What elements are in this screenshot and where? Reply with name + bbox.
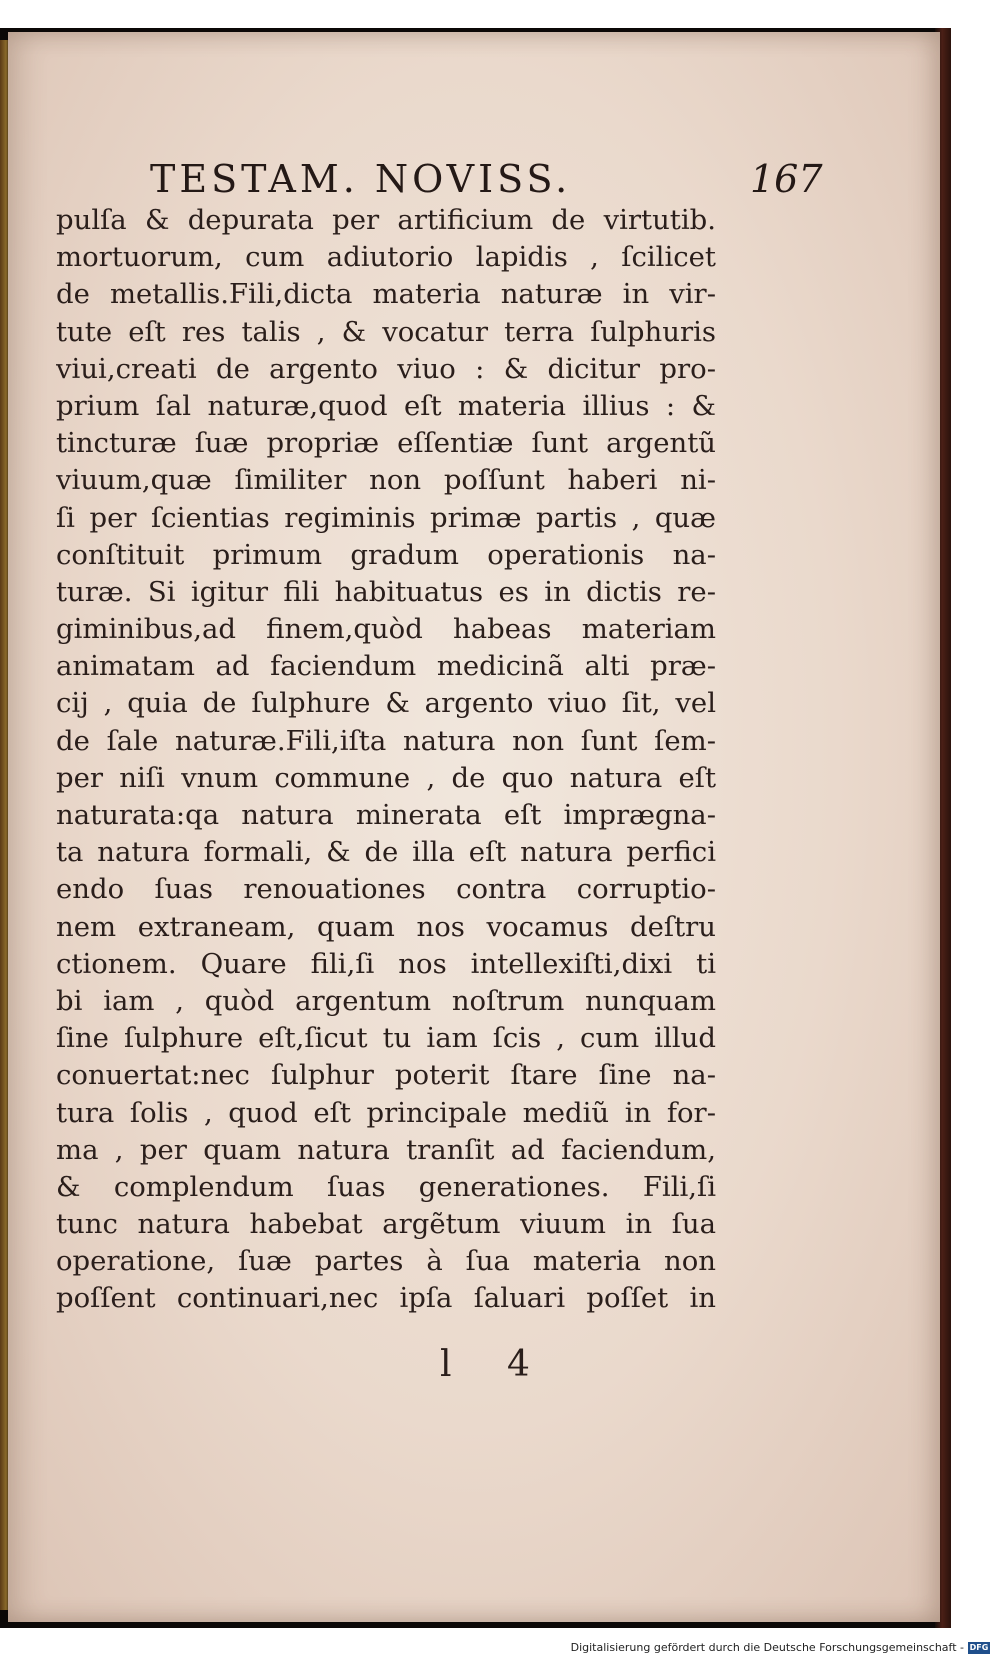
- text-line: conuertat:nec ſulphur poterit ſtare ſine na-: [56, 1059, 716, 1092]
- text-line: pulſa & depurata per artificium de virtutib.: [56, 204, 716, 236]
- text-line: animatam ad faciendum medicinã alti præ-: [56, 650, 716, 683]
- text-line: ſine ſulphure eſt,ſicut tu iam ſcis , cum illud: [56, 1022, 716, 1055]
- book-page: [8, 32, 940, 1622]
- text-line: ſi per ſcientias regiminis primæ partis , quæ: [56, 501, 716, 534]
- text-line: ma , per quam natura tranſit ad faciendum,: [56, 1133, 716, 1166]
- text-line: per niſi vnum commune , de quo natura eſt: [56, 761, 716, 794]
- page-body-text: [56, 202, 716, 1318]
- text-line: cij , quia de ſulphure & argento viuo ſit, vel: [56, 687, 716, 720]
- text-line: viui,creati de argento viuo : & dicitur pro-: [56, 352, 716, 385]
- text-line: viuum,quæ ſimiliter non poſſunt haberi ni-: [56, 464, 716, 497]
- page-header: [138, 154, 823, 204]
- dfg-logo-icon: DFG: [969, 1642, 989, 1652]
- text-line: tincturæ ſuæ propriæ eſſentiæ ſunt argentũ: [56, 427, 716, 460]
- text-line: operatione, ſuæ partes à ſua materia non: [56, 1245, 716, 1278]
- text-line: conſtituit primum gradum operationis na-: [56, 538, 716, 571]
- running-head: TESTAM. NOVISS.: [150, 157, 572, 201]
- text-line: de ſale naturæ.Fili,iſta natura non ſunt ſem-: [56, 724, 716, 757]
- text-line: turæ. Si igitur fili habituatus es in dictis re-: [56, 575, 716, 608]
- digitization-credit: [571, 1641, 990, 1654]
- text-line: ta natura formali, & de illa eſt natura perfici: [56, 836, 716, 869]
- text-line: de metallis.Fili,dicta materia naturæ in vir-: [56, 278, 716, 311]
- credit-text: Digitalisierung gefördert durch die Deutsche Forschungsgemeinschaft -: [570, 1641, 964, 1654]
- text-line: endo ſuas renouationes contra corruptio-: [56, 873, 716, 906]
- text-line: nem extraneam, quam nos vocamus deſtru: [56, 910, 716, 943]
- text-line: tute eſt res talis , & vocatur terra ſulphuris: [56, 315, 716, 348]
- text-line: ctionem. Quare fili,ſi nos intellexiſti,dixi ti: [56, 947, 716, 980]
- text-line: tunc natura habebat argẽtum viuum in ſua: [56, 1208, 716, 1241]
- text-line: tura ſolis , quod eſt principale mediũ in for-: [56, 1096, 716, 1129]
- text-line: giminibus,ad finem,quòd habeas materiam: [56, 613, 716, 646]
- text-line: bi iam , quòd argentum noſtrum nunquam: [56, 984, 716, 1017]
- text-line: naturata:qa natura minerata eſt imprægna-: [56, 799, 716, 831]
- text-line: prium ſal naturæ,quod eſt materia illius : &: [56, 389, 716, 422]
- page-number: 167: [750, 157, 823, 201]
- text-line: mortuorum, cum adiutorio lapidis , ſcilicet: [56, 241, 716, 274]
- signature-mark: l 4: [440, 1344, 552, 1385]
- text-line: poſſent continuari,nec ipſa ſaluari poſſet in: [56, 1282, 716, 1315]
- text-line: & complendum ſuas generationes. Fili,ſi: [56, 1170, 716, 1203]
